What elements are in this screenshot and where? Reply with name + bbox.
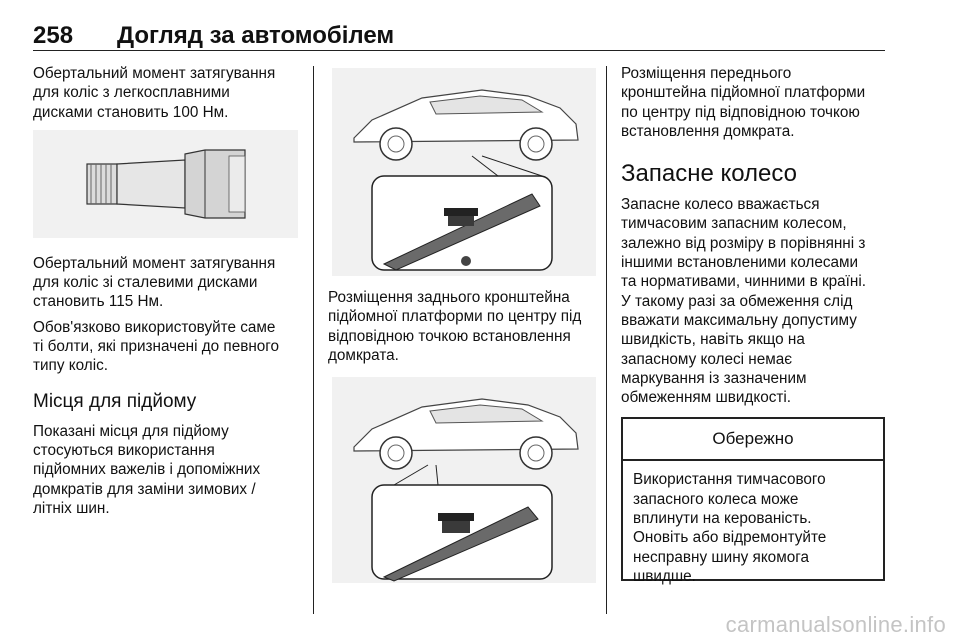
car-side-icon: [354, 90, 578, 160]
column-divider-1: [313, 66, 314, 614]
wheel-torque-alloy-text: Обертальний момент затягування для коліс з легкосплавними дисками становить 100 Нм.: [33, 65, 276, 121]
caution-title: Обережно: [623, 419, 883, 461]
front-lift-caption: Розміщення переднього кронштейна підйомної платформи по центру під відповідною точкою встановлення домкрата.: [621, 65, 866, 140]
wheel-bolt-illustration: [33, 130, 298, 238]
caution-notice: [621, 417, 885, 585]
spare-wheel-text: Запасне колесо вважається тимчасовим запасним колесом, залежно від розміру в порівнянні з іншими встановленими колесами та нормативами, чинними в країні. У такому разі за обмеження слід вважати максимальну допустиму швидкість, навіть якщо на запасному колесі немає маркування із зазначеним обмеженням швидкості.: [621, 196, 867, 407]
page-header: [33, 0, 885, 50]
page-title: Догляд за автомобілем: [117, 22, 395, 49]
lift-points-heading: Місця для підйому: [33, 390, 197, 412]
header-rule: [33, 50, 885, 51]
column-3: [621, 64, 887, 585]
bolt-icon: [87, 150, 245, 218]
lift-points-text: Показані місця для підйому стосуються використання підйомних важелів і допоміжних домкратів для заміни зимових / літніх шин.: [33, 422, 261, 517]
page-number: 258: [33, 22, 74, 49]
spare-wheel-heading: Запасне колесо: [621, 160, 798, 188]
front-lift-point-illustration: [332, 377, 596, 583]
lift-pad-detail: [372, 176, 552, 270]
wheel-torque-steel-text: Обертальний момент затягування для коліс зі сталевими дисками становить 115 Нм.: [33, 254, 276, 311]
column-divider-2: [606, 66, 607, 614]
lift-pad-detail: [372, 485, 552, 581]
column-2: [328, 64, 598, 583]
car-side-icon: [354, 399, 578, 469]
column-1: [33, 64, 298, 518]
caution-body: Використання тимчасового запасного колеса може вплинути на керованість. Оновіть або відремонтуйте несправну шину якомога швидше.: [633, 471, 827, 585]
rear-lift-point-illustration: [332, 68, 596, 276]
rear-lift-caption: Розміщення заднього кронштейна підйомної платформи по центру під відповідною точкою встановлення домкрата.: [328, 289, 582, 364]
bolt-usage-text: Обов'язково використовуйте саме ті болти, які призначені до певного типу коліс.: [33, 318, 280, 375]
watermark: carmanualsonline.info: [725, 612, 946, 637]
